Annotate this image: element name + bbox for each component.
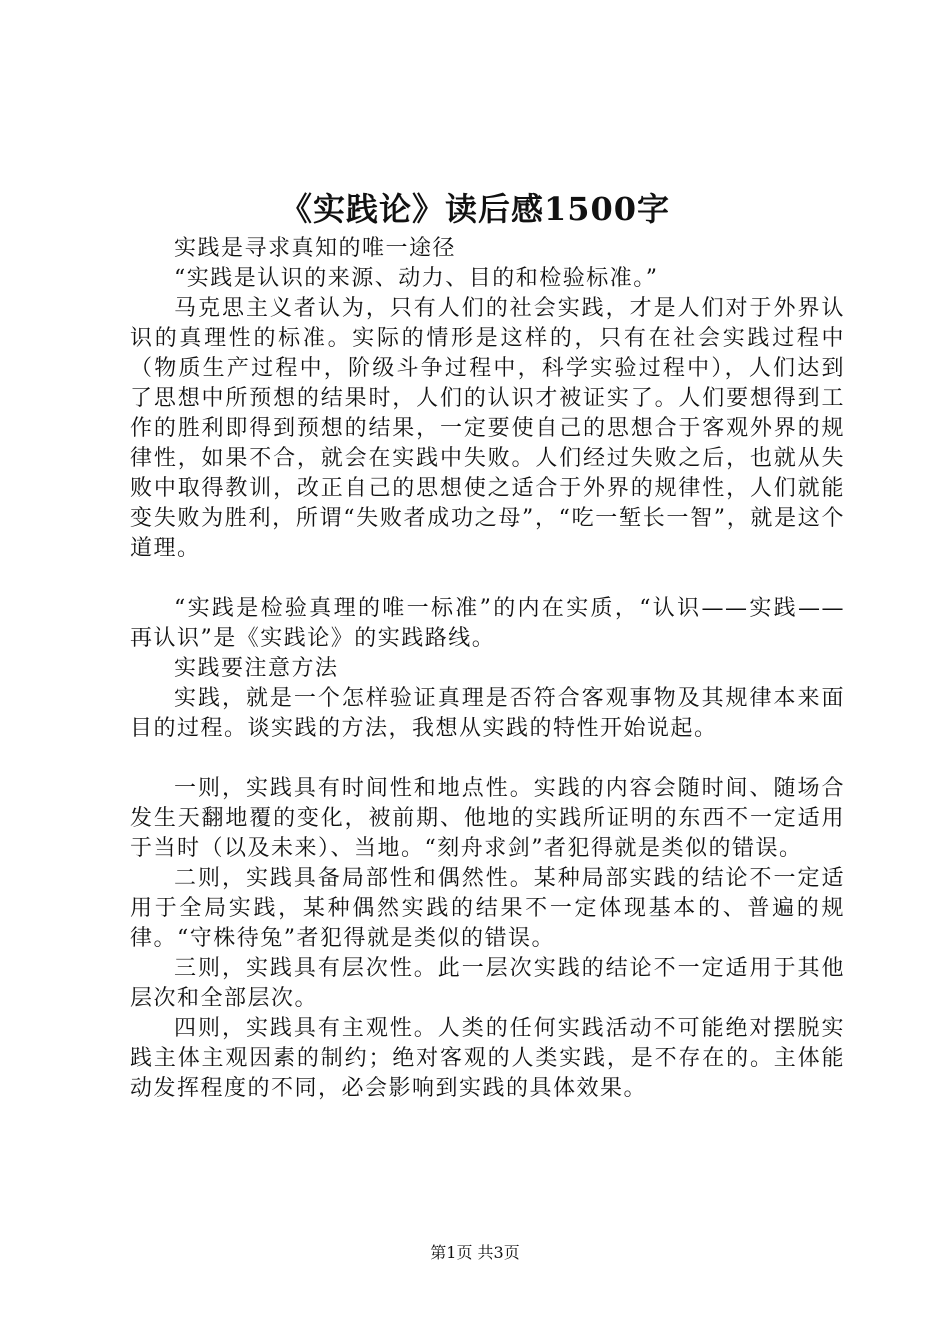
section-heading-practice-truth: 实践是寻求真知的唯一途径: [174, 236, 457, 261]
page-number-footer: 第1页 共3页: [430, 1243, 520, 1262]
section-heading-method: 实践要注意方法: [174, 656, 339, 681]
body-paragraph: 一则，实践具有时间性和地点性。实践的内容会随时间、随场合发生天翻地覆的变化，被前期、他地的实践所证明的东西不一定适用于当时（以及未来）、当地。“刻舟求剑”者犯得就是类似的错误。: [130, 776, 845, 861]
body-paragraph: “实践是检验真理的唯一标准”的内在实质，“认识——实践——再认识”是《实践论》的实践路线。: [130, 596, 845, 651]
document-title: 《实践论》读后感1500字: [279, 190, 671, 228]
document-body: [130, 234, 845, 1104]
body-paragraph: 四则，实践具有主观性。人类的任何实践活动不可能绝对摆脱实践主体主观因素的制约；绝对客观的人类实践，是不存在的。主体能动发挥程度的不同，必会影响到实践的具体效果。: [130, 1016, 845, 1101]
quote-paragraph: “实践是认识的来源、动力、目的和检验标准。”: [174, 266, 659, 291]
body-paragraph: 三则，实践具有层次性。此一层次实践的结论不一定适用于其他层次和全部层次。: [130, 956, 845, 1011]
body-paragraph: 实践，就是一个怎样验证真理是否符合客观事物及其规律本来面目的过程。谈实践的方法，我想从实践的特性开始说起。: [130, 686, 845, 741]
body-paragraph: 二则，实践具备局部性和偶然性。某种局部实践的结论不一定适用于全局实践，某种偶然实践的结果不一定体现基本的、普遍的规律。“守株待兔”者犯得就是类似的错误。: [130, 866, 845, 951]
body-paragraph: 马克思主义者认为，只有人们的社会实践，才是人们对于外界认识的真理性的标准。实际的情形是这样的，只有在社会实践过程中（物质生产过程中，阶级斗争过程中，科学实验过程中），人们达到了思想中所预想的结果时，人们的认识才被证实了。人们要想得到工作的胜利即得到预想的结果，一定要使自己的思想合于客观外界的规律性，如果不合，就会在实践中失败。人们经过失败之后，也就从失败中取得教训，改正自己的思想使之适合于外界的规律性，人们就能变失败为胜利，所谓“失败者成功之母”，“吃一堑长一智”，就是这个道理。: [130, 296, 845, 561]
